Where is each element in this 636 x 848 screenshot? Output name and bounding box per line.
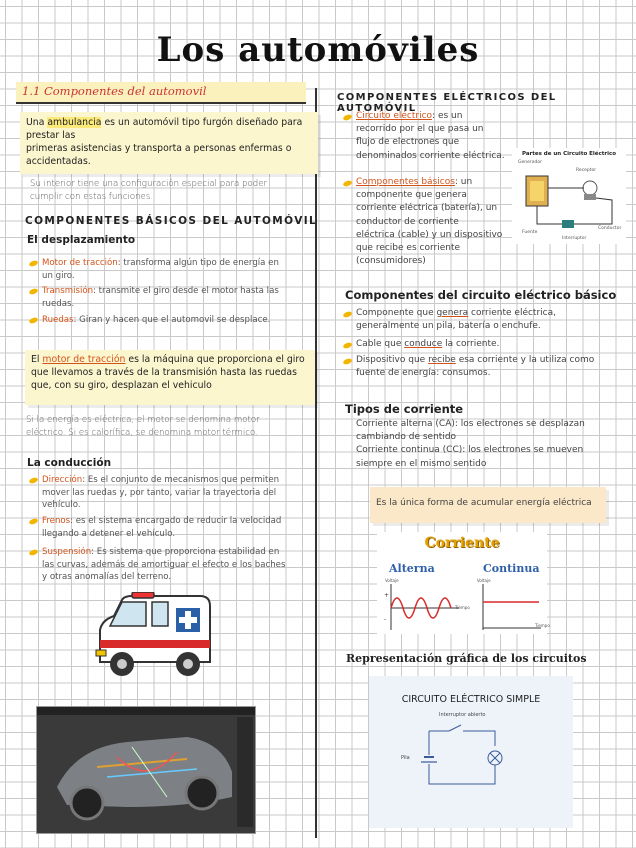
item-term: Frenos xyxy=(42,516,71,526)
motor-term: motor de tracción xyxy=(42,354,126,365)
basic-circuit-item xyxy=(356,307,616,333)
list-item xyxy=(42,285,312,310)
diagram-label: Interruptor xyxy=(562,236,587,241)
list-item xyxy=(42,515,312,540)
item-text: la corriente. xyxy=(442,339,500,349)
diagram-label: Receptor xyxy=(576,168,597,173)
motor-line2: que llevamos a través de la transmisión hasta las ruedas xyxy=(31,367,297,378)
types-line: siempre en el mismo sentido xyxy=(356,458,487,469)
types-line: Corriente continua (CC): los electrones se mueven xyxy=(356,445,584,456)
basic-components-heading: COMPONENTES BÁSICOS DEL AUTOMÓVIL xyxy=(25,215,318,227)
axis-label: Tiempo xyxy=(535,623,550,628)
item-highlight: genera xyxy=(436,308,469,318)
item-text: : es un xyxy=(432,111,463,121)
energy-line: eléctrico. Si es calorífica, se denomina motor térmico. xyxy=(26,427,258,438)
bullet-icon xyxy=(343,179,353,187)
circuit-parts-drawing xyxy=(512,148,626,244)
item-text: : transmite el giro desde el motor hasta las xyxy=(93,286,279,296)
bullet-icon xyxy=(29,476,39,484)
diagram-label: Conductor xyxy=(598,226,622,231)
ambulance-term: ambulancia xyxy=(47,117,102,128)
item-text: corriente eléctrica (batería), un xyxy=(356,203,498,214)
page-title: Los automóviles xyxy=(156,30,480,70)
ambulance-box xyxy=(20,112,318,174)
item-text: : un xyxy=(454,177,473,187)
bullet-icon xyxy=(29,548,39,556)
item-text2: ruedas. xyxy=(42,298,75,309)
item-text: mover las ruedas y, por tanto, variar la trayectoria del xyxy=(42,487,277,498)
item-text: vehículo. xyxy=(42,500,81,511)
item-term: Motor de tracción xyxy=(42,258,118,268)
bullet-icon xyxy=(29,259,39,267)
axis-label: Tiempo xyxy=(455,605,470,610)
bullet-icon xyxy=(343,357,353,365)
item-text: : es el sistema encargado de reducir la velocidad xyxy=(70,516,282,526)
item-text: que recibe es corriente xyxy=(356,243,461,254)
item-term: Ruedas xyxy=(42,315,74,325)
current-chart xyxy=(377,532,550,634)
battery-label: Pila xyxy=(401,755,410,761)
bullet-icon xyxy=(29,287,39,295)
current-chart-title: Corriente xyxy=(424,535,500,551)
item-text: Cable que xyxy=(356,339,405,349)
switch-label: Interruptor abierto xyxy=(439,712,486,718)
types-line: Corriente alterna (CA): los electrones se desplazan xyxy=(356,419,585,429)
interior-line: Su interior tiene una configuración especial para poder xyxy=(30,179,268,189)
item-text: recorrido por el que pasa un xyxy=(356,124,484,135)
current-types-heading: Tipos de corriente xyxy=(345,402,464,416)
driving-heading: La conducción xyxy=(27,457,112,469)
item-text: Dispositivo que xyxy=(356,355,429,365)
item-text: las curvas, además de amortiguar el efecto e los baches xyxy=(42,559,286,570)
displacement-heading: El desplazamiento xyxy=(27,234,136,246)
motor-line1-post: es la máquina que proporciona el giro xyxy=(125,354,305,365)
interior-line: cumplir con estas funciones. xyxy=(30,191,154,202)
item-text: eléctrica (cable) y un dispositivo xyxy=(356,229,503,240)
item-text: flujo de electrones que xyxy=(356,137,460,148)
direct-label: Continua xyxy=(483,562,540,575)
simple-circuit-diagram xyxy=(369,676,573,828)
item-term: Componentes básicos xyxy=(356,177,455,187)
circuit-parts-diagram xyxy=(512,148,626,244)
item-highlight: recibe xyxy=(428,355,456,365)
item-text: corriente eléctrica, xyxy=(468,308,556,318)
bullet-icon xyxy=(29,517,39,525)
diagram-label: Fuente xyxy=(522,230,538,235)
basic-circuit-item xyxy=(356,354,616,380)
current-types-text xyxy=(356,418,616,471)
interior-text xyxy=(30,178,310,203)
chassis-drawing xyxy=(37,707,255,833)
item-text: componente que genera xyxy=(356,190,467,201)
basic-circuit-heading: Componentes del circuito eléctrico básico xyxy=(345,288,617,302)
item-highlight: conduce xyxy=(404,339,443,349)
axis-label: + xyxy=(384,592,390,599)
basic-components-definition xyxy=(356,176,516,268)
bullet-icon xyxy=(343,310,353,318)
item-text: fuente de energía: consumos. xyxy=(356,368,491,379)
item-term: Dirección xyxy=(42,475,83,485)
energy-text xyxy=(26,414,311,439)
axis-label: Voltaje xyxy=(477,578,491,583)
item-text: conductor de corriente xyxy=(356,216,459,227)
item-text: denominados corriente eléctrica. xyxy=(356,150,505,161)
section-banner xyxy=(16,82,306,104)
motor-line1-pre: El xyxy=(31,354,43,365)
item-text: generalmente un pila, batería o enchufe. xyxy=(356,321,541,332)
ambulance-line1-pre: Una xyxy=(26,117,48,128)
item-text: : Es el conjunto de mecanismos que permiten xyxy=(82,475,280,485)
item-text: y otras anomalías del terreno. xyxy=(42,572,172,583)
alternating-label: Alterna xyxy=(389,562,435,575)
item-term: Suspensión xyxy=(42,547,92,557)
ambulance-line2: primeras asistencias y transporta a personas enfermas o xyxy=(26,143,292,154)
diagram-title: Partes de un Circuito Eléctrico xyxy=(521,151,617,157)
basic-circuit-item xyxy=(356,338,616,351)
types-line: cambiando de sentido xyxy=(356,432,457,443)
column-divider xyxy=(315,88,317,838)
note-box xyxy=(370,487,606,523)
simple-circuit-title: CIRCUITO ELÉCTRICO SIMPLE xyxy=(401,694,541,705)
list-item xyxy=(42,314,312,327)
graphic-representation-heading: Representación gráfica de los circuitos xyxy=(346,652,587,665)
item-text: : Es sistema que proporciona estabilidad en xyxy=(91,547,280,557)
ambulance-illustration xyxy=(92,592,217,684)
bullet-icon xyxy=(343,341,353,349)
item-term: Transmisión xyxy=(42,286,94,296)
list-item xyxy=(42,257,312,282)
list-item xyxy=(42,474,312,512)
energy-line: Si la energía es eléctrica, el motor se denomina motor xyxy=(26,415,260,425)
item-text: : Giran y hacen que el automovil se desplace. xyxy=(73,315,271,325)
ambulance-line3: accidentadas. xyxy=(26,156,91,167)
note-text: Es la única forma de acumular energía eléctrica xyxy=(376,498,592,508)
ambulance-line1-post: es un automóvil tipo furgón diseñado para prestar las xyxy=(26,117,303,141)
item-text: llegando a detener el vehículo. xyxy=(42,528,176,539)
item-text: (consumidores) xyxy=(356,256,426,267)
item-term: Circuito eléctrico xyxy=(356,111,433,121)
motor-line3: que, con su giro, desplazan el vehiculo xyxy=(31,380,212,391)
car-chassis-photo xyxy=(36,706,256,834)
item-text2: un giro. xyxy=(42,270,75,281)
circuit-definition xyxy=(356,110,516,163)
list-item xyxy=(42,546,312,584)
current-waveforms xyxy=(377,532,547,634)
simple-circuit-drawing xyxy=(369,676,573,828)
section-title: 1.1 Componentes del automovil xyxy=(22,84,207,98)
diagram-label: Generador xyxy=(518,160,542,165)
bullet-icon xyxy=(29,316,39,324)
item-text: esa corriente y la utiliza como xyxy=(455,355,595,365)
axis-label: - xyxy=(384,616,387,623)
motor-box xyxy=(25,350,315,405)
axis-label: Voltaje xyxy=(385,578,399,583)
bullet-icon xyxy=(343,113,353,121)
electric-components-heading: COMPONENTES ELÉCTRICOS DEL AUTOMÓVIL xyxy=(337,92,557,114)
item-text: : transforma algún tipo de energía en xyxy=(117,258,279,268)
item-text: Componente que xyxy=(356,308,437,318)
